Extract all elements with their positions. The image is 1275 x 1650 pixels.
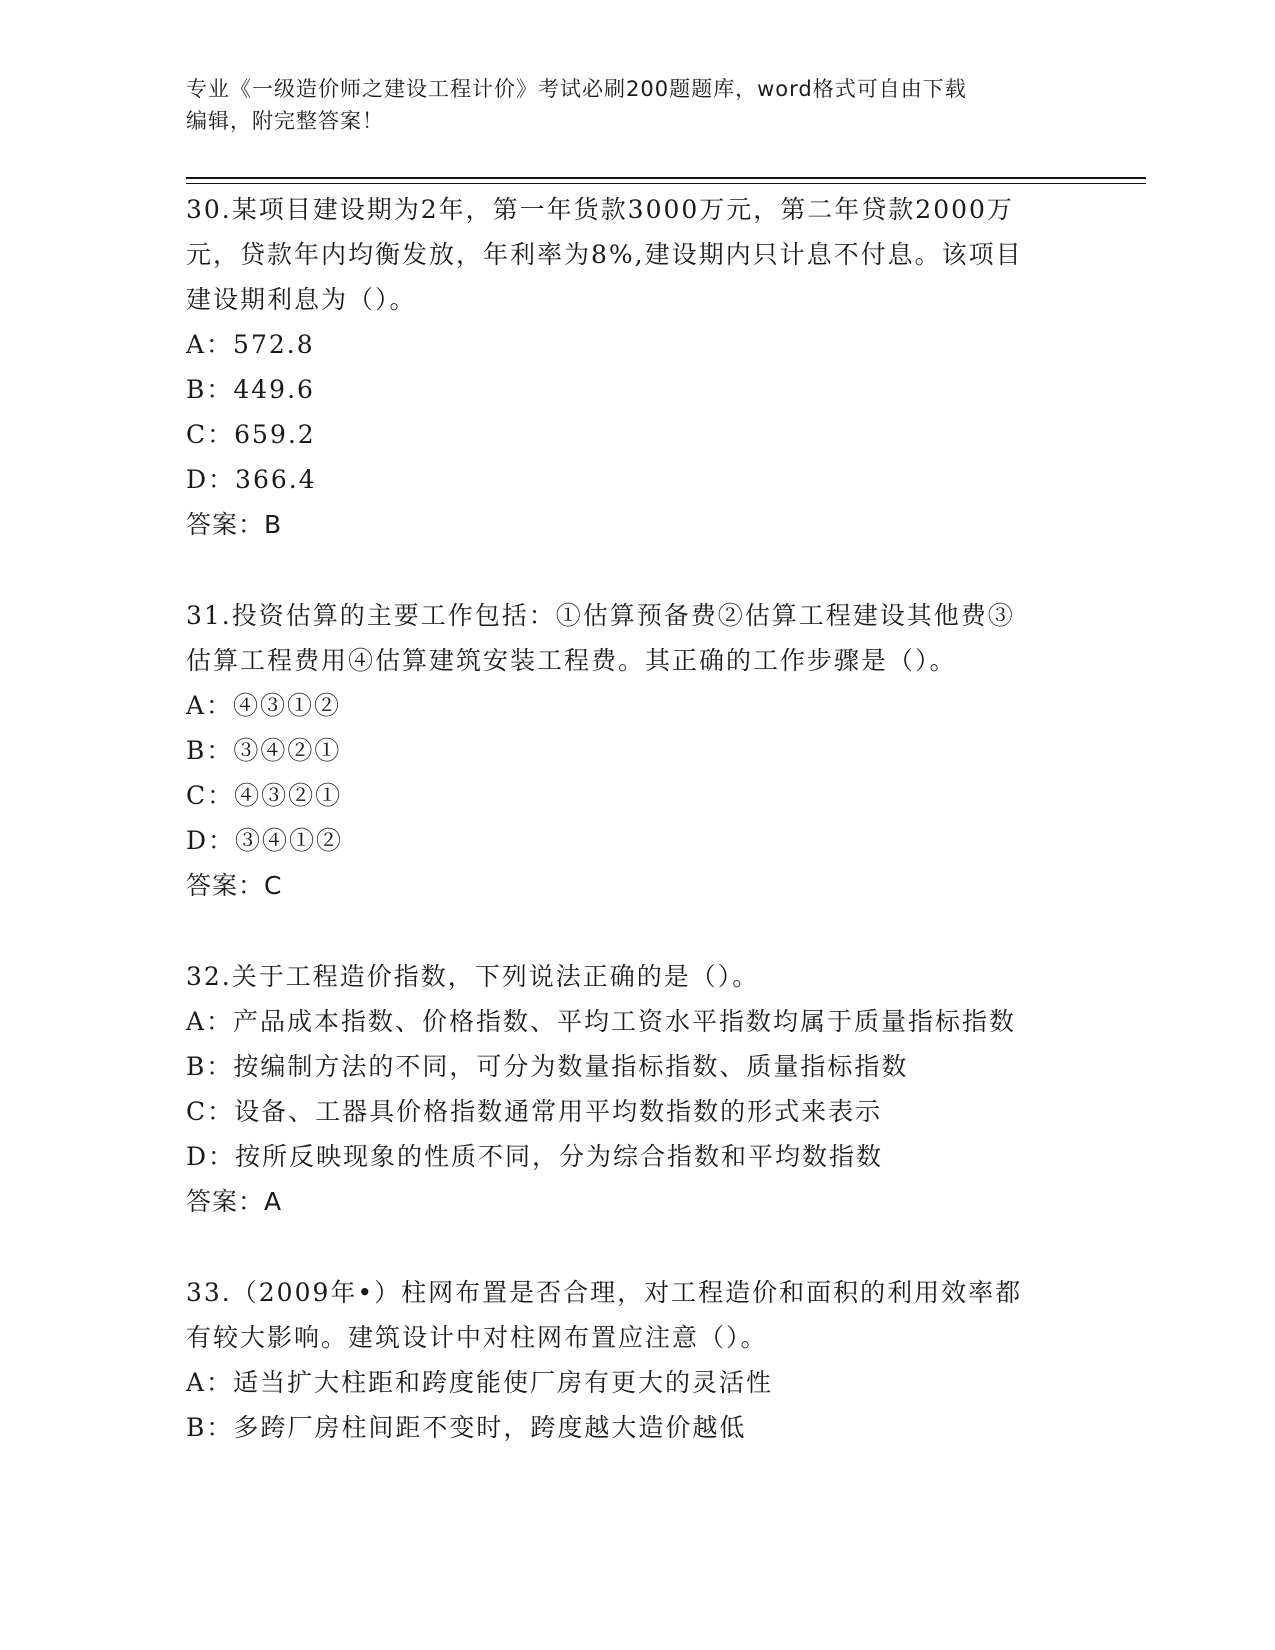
header-line-1: 专业《一级造价师之建设工程计价》考试必刷200题题库，word格式可自由下载 bbox=[186, 77, 967, 101]
question-spacer bbox=[186, 908, 1086, 954]
question-stem-line: 建设期利息为（）。 bbox=[186, 285, 417, 314]
option-c: C：设备、工器具价格指数通常用平均数指数的形式来表示 bbox=[186, 1097, 883, 1126]
option-d: D：按所反映现象的性质不同，分为综合指数和平均数指数 bbox=[186, 1142, 884, 1171]
question-stem-line: 元，贷款年内均衡发放，年利率为8%,建设期内只计息不付息。该项目 bbox=[186, 240, 1023, 269]
question-stem-line: 31.投资估算的主要工作包括：①估算预备费②估算工程建设其他费③ bbox=[186, 601, 1015, 630]
option-a: A：适当扩大柱距和跨度能使厂房有更大的灵活性 bbox=[186, 1368, 774, 1397]
answer-line: 答案：A bbox=[186, 1187, 283, 1216]
option-a: A：572.8 bbox=[186, 330, 315, 359]
question-stem-line: 30.某项目建设期为2年，第一年货款3000万元，第二年贷款2000万 bbox=[186, 195, 1014, 224]
option-d: D：366.4 bbox=[186, 465, 317, 494]
header-line-2: 编辑，附完整答案！ bbox=[186, 109, 384, 133]
header-rule-thick bbox=[186, 177, 1146, 179]
question-stem-line: 估算工程费用④估算建筑安装工程费。其正确的工作步骤是（）。 bbox=[186, 646, 957, 675]
question-stem-line: 32.关于工程造价指数，下列说法正确的是（）。 bbox=[186, 962, 760, 991]
option-d: D：③④①② bbox=[186, 826, 344, 855]
question-30 bbox=[186, 187, 1086, 547]
option-c: C：④③②① bbox=[186, 781, 343, 810]
question-stem-line: 有较大影响。建筑设计中对柱网布置应注意（）。 bbox=[186, 1323, 768, 1352]
question-33 bbox=[186, 1270, 1086, 1450]
option-a: A：④③①② bbox=[186, 691, 342, 720]
option-c: C：659.2 bbox=[186, 420, 316, 449]
answer-line: 答案：B bbox=[186, 510, 283, 539]
question-list bbox=[186, 187, 1086, 1450]
question-31 bbox=[186, 593, 1086, 908]
option-a: A：产品成本指数、价格指数、平均工资水平指数均属于质量指标指数 bbox=[186, 1007, 1017, 1036]
question-stem-line: 33.（2009年•）柱网布置是否合理，对工程造价和面积的利用效率都 bbox=[186, 1278, 1023, 1307]
option-b: B：449.6 bbox=[186, 375, 315, 404]
question-spacer bbox=[186, 547, 1086, 593]
question-32 bbox=[186, 954, 1086, 1224]
answer-line: 答案：C bbox=[186, 871, 283, 900]
option-b: B：按编制方法的不同，可分为数量指标指数、质量指标指数 bbox=[186, 1052, 909, 1081]
header-rule-thin bbox=[186, 183, 1146, 184]
option-b: B：③④②① bbox=[186, 736, 342, 765]
question-spacer bbox=[186, 1224, 1086, 1270]
option-b: B：多跨厂房柱间距不变时，跨度越大造价越低 bbox=[186, 1413, 747, 1442]
document-header bbox=[186, 73, 1066, 137]
